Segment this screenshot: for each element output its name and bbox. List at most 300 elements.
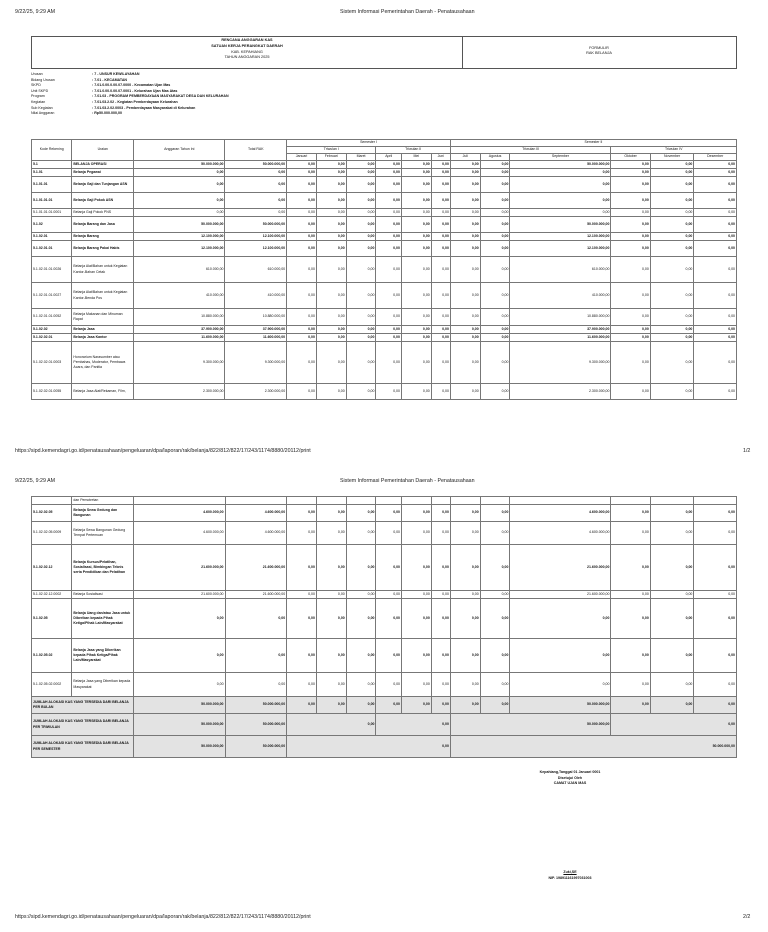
- month-value: 0,00: [450, 522, 480, 545]
- month-value: 0,00: [694, 233, 737, 241]
- rak-total: 12.100.000,00: [225, 233, 287, 241]
- month-value: 0,00: [287, 177, 317, 193]
- month-value: 0,00: [450, 283, 480, 309]
- month-value: 0,00: [401, 283, 431, 309]
- month-value: 0,00: [650, 241, 694, 257]
- month-value: 0,00: [450, 257, 480, 283]
- table-row: [32, 283, 737, 309]
- budget-amount: 0,00: [134, 193, 225, 209]
- report-region: KAB. KEPAHIANG: [231, 49, 263, 54]
- continued-code: [32, 497, 72, 505]
- account-code: 5.1.01.01.01: [32, 193, 72, 209]
- month-value: 0,00: [431, 257, 450, 283]
- account-description: Belanja Uang dan/atau Jasa untuk Diberikan kepada Pihak Ketiga/Pihak Lain/Masyarakat: [72, 599, 134, 639]
- month-value: 0,00: [450, 193, 480, 209]
- form-name: RAK BELANJA: [586, 51, 612, 56]
- month-value: 0,00: [401, 384, 431, 400]
- month-value: 0,00: [431, 283, 450, 309]
- month-value: 0,00: [611, 209, 650, 217]
- month-value: 0,00: [316, 193, 346, 209]
- month-value: 0,00: [346, 599, 376, 639]
- continued-empty: [287, 497, 317, 505]
- month-value: 0,00: [450, 233, 480, 241]
- info-key: Unit SKPD: [31, 88, 49, 93]
- total-month-value: 50.000.000,00: [510, 697, 611, 714]
- month-value: 50.000.000,00: [510, 217, 611, 233]
- month-value: 0,00: [401, 326, 431, 334]
- rak-table-page2: [31, 496, 737, 758]
- month-value: 0,00: [287, 384, 317, 400]
- signer-block: [515, 870, 625, 881]
- month-value: 0,00: [450, 591, 480, 599]
- month-value: 0,00: [287, 161, 317, 169]
- month-value: 0,00: [611, 233, 650, 241]
- month-value: 0,00: [480, 673, 510, 697]
- month-value: 0,00: [480, 639, 510, 673]
- month-value: 0,00: [480, 177, 510, 193]
- month-value: 0,00: [287, 326, 317, 334]
- total-per-semester-label: JUMLAH ALOKASI KAS YANG TERSEDIA DARI BELANJA PER SEMESTER: [32, 736, 134, 758]
- account-code: 5.1: [32, 161, 72, 169]
- month-value: 0,00: [480, 326, 510, 334]
- month-value: 0,00: [480, 599, 510, 639]
- month-value: 0,00: [287, 193, 317, 209]
- continued-empty: [134, 497, 225, 505]
- budget-amount: 21.600.000,00: [134, 545, 225, 591]
- report-title: RENCANA ANGGARAN KAS: [221, 38, 273, 42]
- account-code: 5.1.02.05.02: [32, 639, 72, 673]
- month-value: 0,00: [287, 545, 317, 591]
- info-value: : 7.01.0.00.0.00.07.0001 - Kelurahan Ujan Mas Atas: [92, 88, 178, 93]
- month-value: 0,00: [316, 326, 346, 334]
- month-value: 21.600.000,00: [510, 591, 611, 599]
- month-value: 0,00: [287, 673, 317, 697]
- month-value: 37.900.000,00: [510, 326, 611, 334]
- month-value: 0,00: [287, 505, 317, 522]
- continued-empty: [480, 497, 510, 505]
- month-value: 0,00: [510, 673, 611, 697]
- month-value: 0,00: [401, 342, 431, 384]
- account-description: Belanja Jasa yang Diberikan kepada Masyarakat: [72, 673, 134, 697]
- rak-total: 21.600.000,00: [225, 591, 287, 599]
- month-value: 0,00: [650, 309, 694, 326]
- rak-total: 0,00: [225, 177, 287, 193]
- continued-empty: [510, 497, 611, 505]
- month-value: 12.100.000,00: [510, 233, 611, 241]
- account-description: Belanja Gaji dan Tunjangan ASN: [72, 177, 134, 193]
- month-value: 0,00: [316, 241, 346, 257]
- month-value: 0,00: [450, 161, 480, 169]
- table-row: [32, 309, 737, 326]
- month-value: 0,00: [480, 233, 510, 241]
- rak-total: 37.900.000,00: [225, 326, 287, 334]
- report-subtitle: SATUAN KERJA PERANGKAT DAERAH: [211, 43, 283, 48]
- month-value: 0,00: [316, 161, 346, 169]
- budget-amount: 11.600.000,00: [134, 334, 225, 342]
- total-per-semester-rak: 50.000.000,00: [225, 736, 287, 758]
- budget-amount: 4.600.000,00: [134, 505, 225, 522]
- budget-amount: 9.300.000,00: [134, 342, 225, 384]
- print-timestamp-2: 9/22/25, 9:29 AM: [15, 478, 56, 484]
- month-value: 0,00: [480, 505, 510, 522]
- month-value: 0,00: [611, 326, 650, 334]
- month-value: 0,00: [611, 177, 650, 193]
- month-value: 0,00: [480, 283, 510, 309]
- month-value: 0,00: [402, 599, 432, 639]
- header-anggaran: Anggaran Tahun Ini: [134, 140, 225, 161]
- month-value: 0,00: [287, 342, 317, 384]
- month-value: 0,00: [376, 309, 402, 326]
- table-row: [32, 334, 737, 342]
- table-row: [32, 505, 737, 522]
- month-value: 0,00: [346, 326, 376, 334]
- month-value: 0,00: [650, 384, 694, 400]
- month-value: 0,00: [401, 169, 431, 177]
- month-value: 0,00: [694, 161, 737, 169]
- month-value: 0,00: [611, 591, 650, 599]
- month-value: 0,00: [650, 177, 694, 193]
- budget-amount: 21.600.000,00: [134, 591, 225, 599]
- month-value: 0,00: [480, 309, 510, 326]
- month-value: 0,00: [376, 209, 402, 217]
- info-value: : Rp50.000.000,00: [92, 111, 122, 116]
- header-month: April: [376, 154, 402, 161]
- account-code: 5.1.02: [32, 217, 72, 233]
- header-month: Juni: [431, 154, 450, 161]
- total-quarter-value: 50.000.000,00: [450, 714, 611, 736]
- footer-url-2[interactable]: https://sipd.kemendagri.go.id/penatausahaan/pengeluaran/dpa/laporan/rak/belanja/822/812/822/17/243/1174/8880/20112/print: [15, 914, 311, 920]
- month-value: 4.600.000,00: [510, 522, 611, 545]
- month-value: 0,00: [402, 673, 432, 697]
- account-code: 5.1.02.02: [32, 326, 72, 334]
- total-month-value: 0,00: [650, 697, 694, 714]
- continued-empty: [402, 497, 432, 505]
- header-triwulan-3: Triwulan III: [450, 147, 611, 154]
- month-value: 0,00: [401, 233, 431, 241]
- continued-empty: [225, 497, 287, 505]
- info-value: : 7.01.03 - PROGRAM PEMBERDAYAAN MASYARAKAT DESA DAN KELURAHAN: [92, 94, 229, 99]
- info-key: Bidang Urusan: [31, 77, 55, 82]
- month-value: 0,00: [287, 209, 317, 217]
- report-info: [31, 72, 229, 117]
- month-value: 0,00: [376, 241, 402, 257]
- header-month: Januari: [287, 154, 317, 161]
- month-value: 0,00: [316, 639, 346, 673]
- month-value: 0,00: [694, 209, 737, 217]
- print-timestamp: 9/22/25, 9:29 AM: [15, 9, 56, 15]
- account-code: 5.1.02.02.12.0002: [32, 591, 72, 599]
- budget-amount: 12.100.000,00: [134, 241, 225, 257]
- table-row: [32, 326, 737, 334]
- month-value: 0,00: [510, 193, 611, 209]
- month-value: 0,00: [431, 309, 450, 326]
- header-month: Maret: [346, 154, 376, 161]
- table-row: [32, 217, 737, 233]
- month-value: 0,00: [611, 217, 650, 233]
- rak-total: 0,00: [225, 599, 287, 639]
- month-value: 0,00: [316, 309, 346, 326]
- month-value: 0,00: [376, 217, 402, 233]
- month-value: 0,00: [694, 334, 737, 342]
- table-row: [32, 591, 737, 599]
- month-value: 0,00: [316, 384, 346, 400]
- budget-amount: 10.880.000,00: [134, 309, 225, 326]
- header-triwulan-4: Triwulan IV: [611, 147, 737, 154]
- month-value: 0,00: [450, 545, 480, 591]
- month-value: 0,00: [694, 505, 737, 522]
- month-value: 0,00: [694, 673, 737, 697]
- month-value: 0,00: [346, 591, 376, 599]
- month-value: 0,00: [694, 342, 737, 384]
- month-value: 0,00: [431, 326, 450, 334]
- account-code: 5.1.02.01.01: [32, 241, 72, 257]
- budget-amount: 0,00: [134, 639, 225, 673]
- month-value: 0,00: [480, 217, 510, 233]
- month-value: 0,00: [431, 177, 450, 193]
- rak-table-page1: [31, 139, 737, 400]
- total-month-value: 0,00: [450, 697, 480, 714]
- month-value: 0,00: [450, 209, 480, 217]
- header-triwulan-2: Triwulan II: [376, 147, 450, 154]
- month-value: 0,00: [287, 334, 317, 342]
- month-value: 0,00: [287, 257, 317, 283]
- rak-total: 11.600.000,00: [225, 334, 287, 342]
- month-value: 0,00: [287, 233, 317, 241]
- month-value: 0,00: [287, 522, 317, 545]
- month-value: 0,00: [694, 639, 737, 673]
- month-value: 0,00: [694, 522, 737, 545]
- account-code: 5.1.01.01: [32, 177, 72, 193]
- total-quarter-value: 0,00: [376, 714, 450, 736]
- month-value: 0,00: [376, 193, 402, 209]
- info-row: [31, 111, 229, 117]
- month-value: 0,00: [376, 283, 402, 309]
- account-code: 5.1.01.01.01.0001: [32, 209, 72, 217]
- rak-total: 610.000,00: [225, 257, 287, 283]
- month-value: 0,00: [694, 545, 737, 591]
- month-value: 0,00: [431, 193, 450, 209]
- account-code: 5.1.02.01.01.0027: [32, 283, 72, 309]
- month-value: 0,00: [376, 599, 402, 639]
- month-value: 0,00: [450, 326, 480, 334]
- month-value: 0,00: [431, 639, 450, 673]
- month-value: 0,00: [316, 177, 346, 193]
- month-value: 0,00: [316, 545, 346, 591]
- info-key: Urusan: [31, 72, 43, 76]
- month-value: 0,00: [316, 169, 346, 177]
- month-value: 0,00: [431, 161, 450, 169]
- month-value: 0,00: [611, 599, 650, 639]
- continued-empty: [316, 497, 346, 505]
- account-code: 5.1.02.02.05.0009: [32, 522, 72, 545]
- month-value: 0,00: [402, 639, 432, 673]
- month-value: 0,00: [376, 233, 402, 241]
- header-month: Agustus: [480, 154, 510, 161]
- budget-amount: 2.300.000,00: [134, 384, 225, 400]
- header-month: Desember: [694, 154, 737, 161]
- month-value: 0,00: [611, 545, 650, 591]
- month-value: 0,00: [694, 241, 737, 257]
- form-label: FORMULIR: [589, 46, 609, 50]
- continued-empty: [650, 497, 694, 505]
- info-value: : 7.01.03.2.02 - Kegiatan Pemberdayaan Kelurahan: [92, 99, 178, 104]
- continued-empty: [611, 497, 650, 505]
- month-value: 9.300.000,00: [510, 342, 611, 384]
- month-value: 0,00: [650, 639, 694, 673]
- continued-empty: [694, 497, 737, 505]
- month-value: 0,00: [346, 639, 376, 673]
- month-value: 0,00: [431, 233, 450, 241]
- month-value: 0,00: [431, 342, 450, 384]
- account-code: 5.1.02.02.05: [32, 505, 72, 522]
- table-row: [32, 342, 737, 384]
- month-value: 21.600.000,00: [510, 545, 611, 591]
- month-value: 0,00: [450, 673, 480, 697]
- month-value: 0,00: [611, 283, 650, 309]
- month-value: 0,00: [611, 505, 650, 522]
- month-value: 0,00: [450, 384, 480, 400]
- month-value: 0,00: [450, 309, 480, 326]
- total-month-value: 0,00: [694, 697, 737, 714]
- month-value: 0,00: [650, 283, 694, 309]
- month-value: 0,00: [650, 326, 694, 334]
- account-description: Belanja Sewa Bangunan Gedung Tempat Pertemuan: [72, 522, 134, 545]
- month-value: 0,00: [450, 241, 480, 257]
- rak-total: 21.600.000,00: [225, 545, 287, 591]
- continued-empty: [376, 497, 402, 505]
- month-value: 0,00: [431, 591, 450, 599]
- account-description: Belanja Gaji Pokok PNS: [72, 209, 134, 217]
- account-description: Belanja Makanan dan Minuman Rapat: [72, 309, 134, 326]
- month-value: 0,00: [694, 384, 737, 400]
- month-value: 0,00: [694, 169, 737, 177]
- budget-amount: 12.100.000,00: [134, 233, 225, 241]
- month-value: 0,00: [431, 217, 450, 233]
- month-value: 0,00: [510, 639, 611, 673]
- header-month: Mei: [401, 154, 431, 161]
- account-code: 5.1.02.02.01: [32, 334, 72, 342]
- month-value: 0,00: [450, 217, 480, 233]
- header-month: Februari: [316, 154, 346, 161]
- rak-total: 4.600.000,00: [225, 505, 287, 522]
- footer-url[interactable]: https://sipd.kemendagri.go.id/penatausahaan/pengeluaran/dpa/laporan/rak/belanja/822/812/822/17/243/1174/8880/20112/print: [15, 448, 311, 454]
- month-value: 0,00: [431, 522, 450, 545]
- month-value: 0,00: [316, 217, 346, 233]
- table-row: [32, 241, 737, 257]
- budget-amount: 610.000,00: [134, 257, 225, 283]
- month-value: 0,00: [401, 241, 431, 257]
- month-value: 0,00: [650, 673, 694, 697]
- account-description: Belanja Sewa Gedung dan Bangunan: [72, 505, 134, 522]
- month-value: 0,00: [611, 522, 650, 545]
- month-value: 0,00: [346, 342, 376, 384]
- month-value: 0,00: [316, 342, 346, 384]
- table-row: [32, 599, 737, 639]
- month-value: 0,00: [376, 169, 402, 177]
- month-value: 0,00: [401, 177, 431, 193]
- total-per-quarter-label: JUMLAH ALOKASI KAS YANG TERSEDIA DARI BELANJA PER TRIWULAN: [32, 714, 134, 736]
- month-value: 0,00: [694, 283, 737, 309]
- budget-amount: 0,00: [134, 209, 225, 217]
- month-value: 0,00: [401, 193, 431, 209]
- month-value: 0,00: [480, 545, 510, 591]
- month-value: 0,00: [316, 599, 346, 639]
- month-value: 11.600.000,00: [510, 334, 611, 342]
- rak-total: 9.300.000,00: [225, 342, 287, 384]
- rak-total: 0,00: [225, 193, 287, 209]
- month-value: 0,00: [346, 522, 376, 545]
- print-title: Sistem Informasi Pemerintahan Daerah - Penatausahaan: [340, 9, 475, 15]
- month-value: 0,00: [316, 233, 346, 241]
- table-row: [32, 545, 737, 591]
- month-value: 0,00: [346, 169, 376, 177]
- account-description: Belanja Barang dan Jasa: [72, 217, 134, 233]
- account-code: 5.1.02.01.01.0026: [32, 257, 72, 283]
- month-value: 0,00: [346, 673, 376, 697]
- rak-total: 410.000,00: [225, 283, 287, 309]
- month-value: 0,00: [346, 545, 376, 591]
- account-code: 5.1.02.02.01.0003: [32, 342, 72, 384]
- signature-approved: Disetujui Oleh: [557, 775, 583, 780]
- budget-amount: 0,00: [134, 169, 225, 177]
- account-description: Belanja Kursus/Pelatihan, Sosialisasi, Bimbingan Teknis serta Pendidikan dan Pelatihan: [72, 545, 134, 591]
- rak-total: 2.300.000,00: [225, 384, 287, 400]
- month-value: 0,00: [611, 241, 650, 257]
- total-month-value: 0,00: [611, 697, 650, 714]
- account-description: Belanja Gaji Pokok ASN: [72, 193, 134, 209]
- footer-page-number: 1/2: [743, 448, 751, 454]
- month-value: 0,00: [694, 309, 737, 326]
- total-month-value: 0,00: [480, 697, 510, 714]
- month-value: 0,00: [376, 177, 402, 193]
- total-quarter-value: 0,00: [611, 714, 737, 736]
- month-value: 0,00: [401, 209, 431, 217]
- info-key: Sub Kegiatan: [31, 105, 53, 110]
- month-value: 0,00: [650, 169, 694, 177]
- budget-amount: 0,00: [134, 673, 225, 697]
- month-value: 0,00: [346, 209, 376, 217]
- table-row: [32, 209, 737, 217]
- month-value: 0,00: [346, 193, 376, 209]
- month-value: 0,00: [611, 193, 650, 209]
- month-value: 0,00: [480, 161, 510, 169]
- month-value: 0,00: [650, 217, 694, 233]
- table-row: [32, 257, 737, 283]
- header-semester-1: Semester I: [287, 140, 451, 147]
- month-value: 0,00: [611, 169, 650, 177]
- month-value: 0,00: [611, 673, 650, 697]
- month-value: 0,00: [510, 177, 611, 193]
- total-month-value: 0,00: [376, 697, 402, 714]
- month-value: 0,00: [694, 177, 737, 193]
- month-value: 0,00: [316, 334, 346, 342]
- account-code: 5.1.02.02.12: [32, 545, 72, 591]
- month-value: 0,00: [650, 599, 694, 639]
- total-per-semester-budget: 50.000.000,00: [134, 736, 225, 758]
- account-code: 5.1.02.05.02.0002: [32, 673, 72, 697]
- month-value: 0,00: [650, 505, 694, 522]
- month-value: 0,00: [346, 505, 376, 522]
- month-value: 0,00: [287, 639, 317, 673]
- month-value: 0,00: [480, 342, 510, 384]
- month-value: 0,00: [316, 591, 346, 599]
- account-description: Belanja Barang: [72, 233, 134, 241]
- month-value: 0,00: [431, 545, 450, 591]
- month-value: 0,00: [611, 639, 650, 673]
- budget-amount: 0,00: [134, 177, 225, 193]
- month-value: 0,00: [376, 161, 402, 169]
- account-description: Belanja Alat/Bahan untuk Kegiatan Kantor-Benda Pos: [72, 283, 134, 309]
